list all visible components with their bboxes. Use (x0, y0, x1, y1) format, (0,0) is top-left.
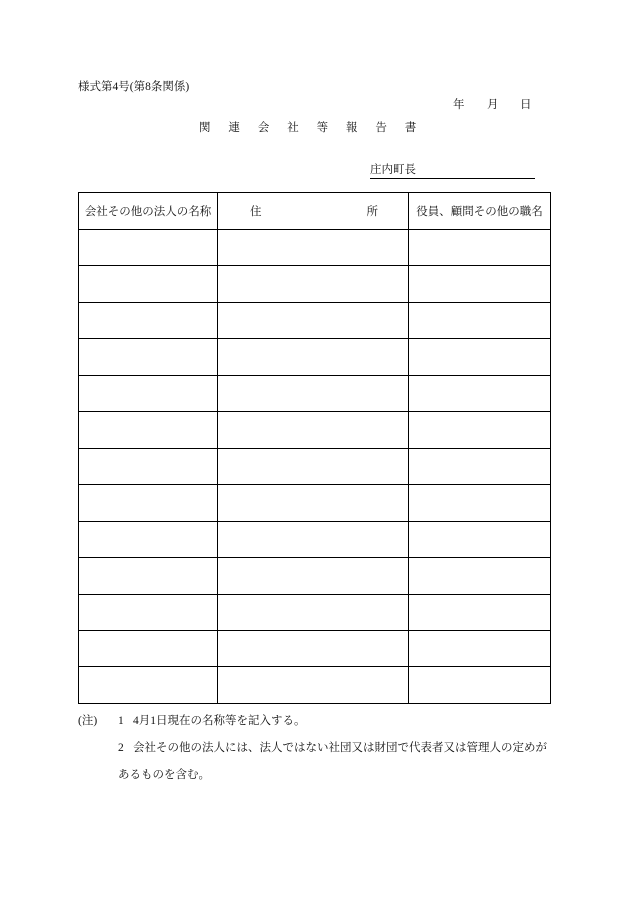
table-cell-address (218, 376, 409, 412)
table-cell-address (218, 412, 409, 448)
addressee-label: 庄内町長 (370, 164, 416, 176)
table-cell-address (218, 631, 409, 667)
date-year-label: 年 (453, 99, 465, 111)
note-1-number: 1 (118, 715, 124, 727)
table-cell-address (218, 449, 409, 485)
table-cell-role (409, 266, 551, 302)
table-cell-address (218, 595, 409, 631)
form-number: 様式第4号(第8条関係) (78, 81, 190, 93)
table-cell-role (409, 522, 551, 558)
note-1-text: 4月1日現在の名称等を記入する。 (133, 715, 306, 727)
table-cell-role (409, 412, 551, 448)
table-cell-company-name (79, 339, 218, 375)
table-cell-address (218, 522, 409, 558)
header-company-name-label: 会社その他の法人の名称 (84, 206, 212, 218)
header-address (218, 193, 409, 230)
header-address-char-2: 所 (366, 206, 378, 218)
table-cell-role (409, 339, 551, 375)
table-cell-role (409, 631, 551, 667)
notes-label: (注) (78, 715, 98, 727)
table-cell-company-name (79, 522, 218, 558)
table-cell-company-name (79, 631, 218, 667)
table-cell-role (409, 230, 551, 266)
table-cell-role (409, 449, 551, 485)
table-cell-address (218, 485, 409, 521)
table-cell-company-name (79, 303, 218, 339)
table-cell-company-name (79, 485, 218, 521)
table-cell-company-name (79, 230, 218, 266)
header-address-char-1: 住 (250, 206, 262, 218)
header-role-label: 役員、顧問その他の職名 (416, 206, 543, 218)
note-2-text: 会社その他の法人には、法人ではない社団又は財団で代表者又は管理人の定めが (133, 742, 547, 754)
table-cell-role (409, 376, 551, 412)
table-cell-address (218, 558, 409, 594)
note-2-continuation: あるものを含む。 (118, 769, 210, 781)
date-month-label: 月 (487, 99, 499, 111)
table-cell-company-name (79, 376, 218, 412)
table-cell-role (409, 485, 551, 521)
table-cell-company-name (79, 667, 218, 703)
table-cell-role (409, 667, 551, 703)
header-role (409, 193, 551, 230)
table-cell-company-name (79, 595, 218, 631)
report-title: 関連会社等報告書 (199, 122, 435, 134)
table-cell-role (409, 558, 551, 594)
table-cell-address (218, 266, 409, 302)
header-company-name (79, 193, 218, 230)
table-cell-company-name (79, 412, 218, 448)
table-cell-address (218, 230, 409, 266)
table-cell-role (409, 595, 551, 631)
table-cell-company-name (79, 449, 218, 485)
table-cell-company-name (79, 266, 218, 302)
note-2-number: 2 (118, 742, 124, 754)
table-cell-company-name (79, 558, 218, 594)
table-cell-address (218, 339, 409, 375)
table-cell-address (218, 303, 409, 339)
report-table (78, 192, 551, 704)
table-cell-role (409, 303, 551, 339)
date-day-label: 日 (520, 99, 532, 111)
addressee-line (370, 163, 535, 179)
table-cell-address (218, 667, 409, 703)
